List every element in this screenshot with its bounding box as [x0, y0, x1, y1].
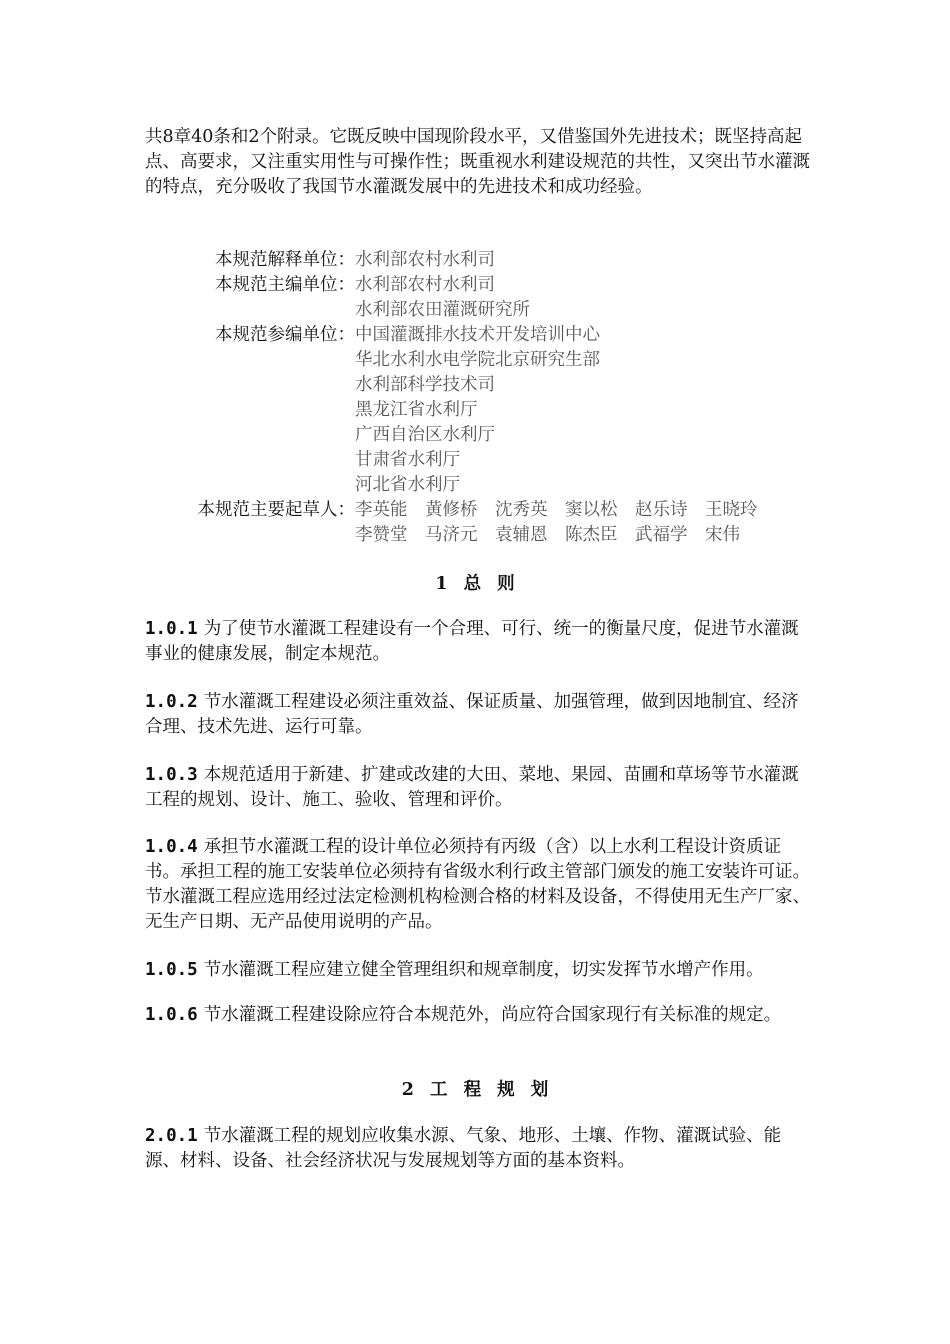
info-value: 水利部农村水利司 [355, 250, 495, 270]
clause-1-0-5 [145, 958, 810, 983]
clause-text: 节水灌溉工程建设必须注重效益、保证质量、加强管理，做到因地制宜、经济合理、技术先进、运行可靠。 [145, 692, 799, 737]
clause-text: 本规范适用于新建、扩建或改建的大田、菜地、果园、苗圃和草场等节水灌溉工程的规划、设计、施工、验收、管理和评价。 [145, 765, 799, 810]
section-1-title: 1 总 则 [435, 574, 520, 594]
info-label: 本规范参编单位： [215, 325, 355, 345]
clause-1-0-3 [145, 763, 810, 813]
info-value: 华北水利水电学院北京研究生部 [355, 350, 600, 370]
info-value: 水利部科学技术司 [355, 375, 495, 395]
clause-1-0-6 [145, 1003, 810, 1028]
info-value: 中国灌溉排水技术开发培训中心 [355, 325, 600, 345]
clause-text: 为了使节水灌溉工程建设有一个合理、可行、统一的衡量尺度，促进节水灌溉事业的健康发展，制定本规范。 [145, 619, 799, 664]
section-2-title: 2 工 程 规 划 [401, 1080, 554, 1100]
info-row-chief-editor [145, 273, 810, 323]
info-row-drafters [145, 498, 810, 548]
info-value: 黑龙江省水利厅 [355, 400, 478, 420]
info-value: 水利部农村水利司 [355, 275, 495, 295]
info-value: 李英能 黄修桥 沈秀英 窦以松 赵乐诗 王晓玲 [355, 500, 758, 520]
info-value: 广西自治区水利厅 [355, 425, 495, 445]
info-label: 本规范解释单位： [215, 250, 355, 270]
clause-2-0-1 [145, 1124, 810, 1174]
clause-number: 2.0.1 [145, 1126, 198, 1146]
clause-1-0-4 [145, 835, 810, 935]
clause-text: 承担节水灌溉工程的设计单位必须持有丙级（含）以上水利工程设计资质证书。承担工程的施工安装单位必须持有省级水利行政主管部门颁发的施工安装许可证。节水灌溉工程应选用经过法定检测机构检测合格的材料及设备，不得使用无生产厂家、无生产日期、无产品使用说明的产品。 [145, 837, 810, 932]
clause-number: 1.0.5 [145, 960, 198, 980]
info-value: 李赞堂 马济元 袁辅恩 陈杰臣 武福学 宋伟 [355, 525, 740, 545]
clause-text: 节水灌溉工程应建立健全管理组织和规章制度，切实发挥节水增产作用。 [203, 960, 764, 980]
info-row-interpreter [145, 248, 810, 273]
clause-text: 节水灌溉工程建设除应符合本规范外，尚应符合国家现行有关标准的规定。 [203, 1005, 782, 1025]
clause-number: 1.0.3 [145, 765, 198, 785]
info-label: 本规范主要起草人： [197, 500, 355, 520]
compiler-info-block [145, 248, 810, 548]
info-label: 本规范主编单位： [215, 275, 355, 295]
info-row-participants [145, 323, 810, 498]
intro-paragraph: 共8章40条和2个附录。它既反映中国现阶段水平，又借鉴国外先进技术；既坚持高起点、高要求，又注重实用性与可操作性；既重视水利建设规范的共性，又突出节水灌溉的特点，充分吸收了我国节水灌溉发展中的先进技术和成功经验。 [145, 127, 810, 197]
clause-number: 1.0.6 [145, 1005, 198, 1025]
info-value: 甘肃省水利厅 [355, 450, 460, 470]
clause-text: 节水灌溉工程的规划应收集水源、气象、地形、土壤、作物、灌溉试验、能源、材料、设备、社会经济状况与发展规划等方面的基本资料。 [145, 1126, 782, 1171]
clause-number: 1.0.2 [145, 692, 198, 712]
info-value: 水利部农田灌溉研究所 [355, 300, 530, 320]
clause-number: 1.0.1 [145, 619, 198, 639]
clause-1-0-2 [145, 690, 810, 740]
info-value: 河北省水利厅 [355, 475, 460, 495]
clause-1-0-1 [145, 617, 810, 667]
clause-number: 1.0.4 [145, 837, 198, 857]
